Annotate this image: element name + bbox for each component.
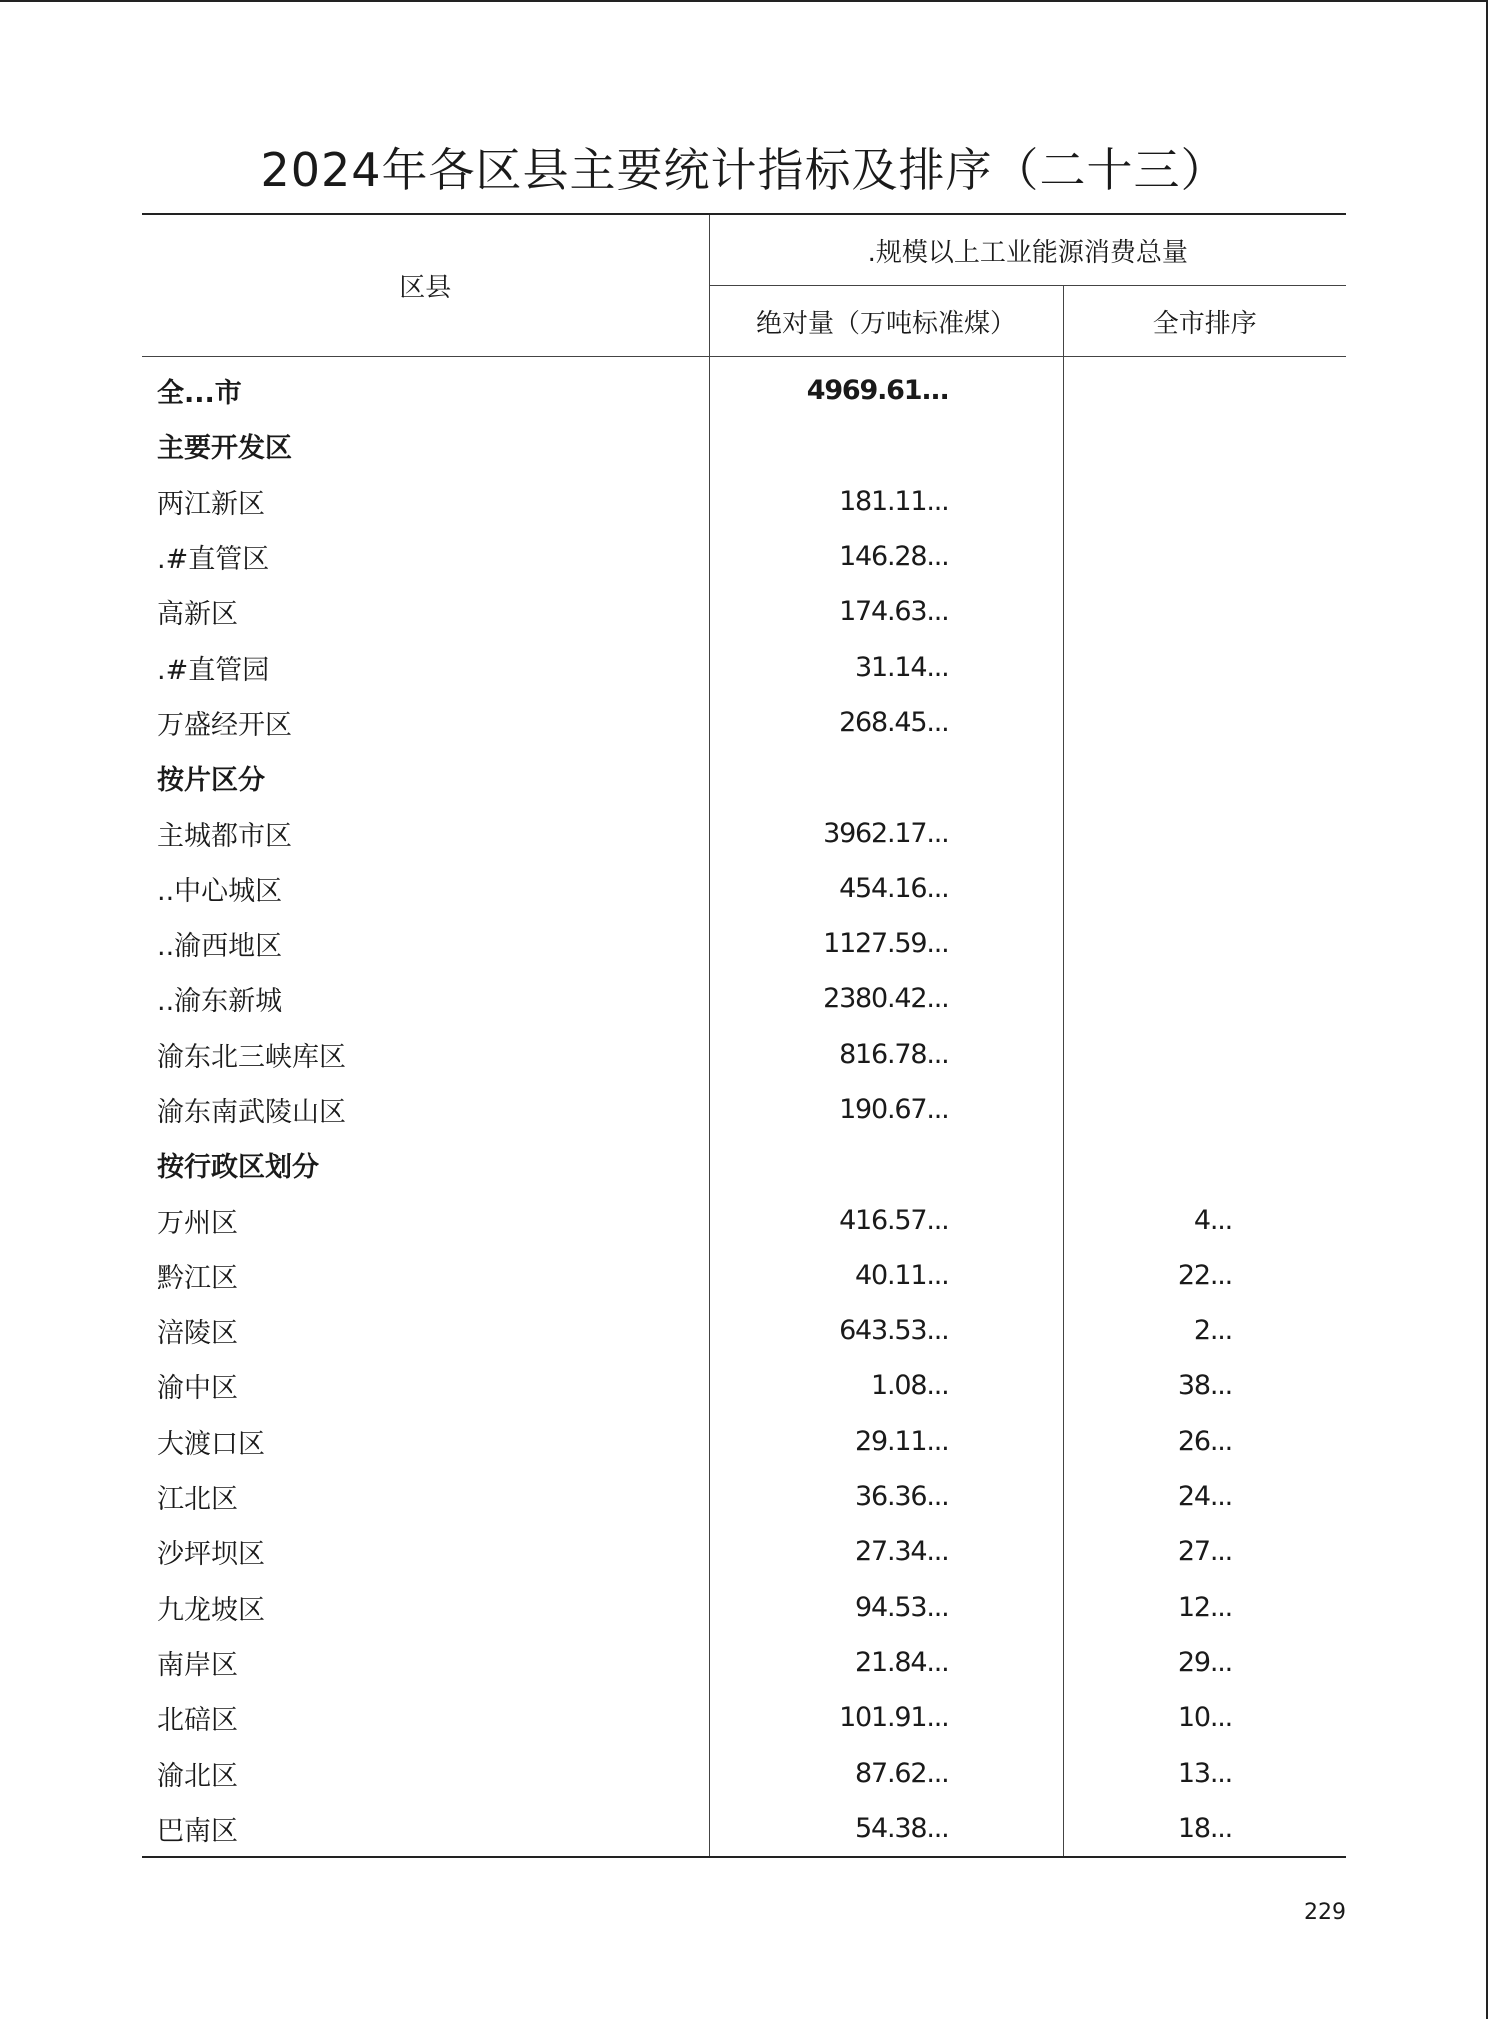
region-name-cell: 主要开发区 [142,418,709,473]
table-row [142,750,1346,805]
absolute-value-cell: 4969.61... [709,357,1063,419]
table-row [142,1524,1346,1579]
absolute-value-cell: 416.57... [709,1192,1063,1247]
table-header-row-1 [142,214,1346,286]
region-name-cell: 按片区分 [142,750,709,805]
absolute-value-cell: 27.34... [709,1524,1063,1579]
rank-cell: 27... [1177,1536,1233,1568]
table-body [142,357,1346,1858]
absolute-value-cell: 816.78... [709,1027,1063,1082]
page-number: 229 [1304,1900,1346,1925]
table-row [142,1580,1346,1635]
absolute-value-cell [709,1137,1063,1192]
rank-cell [1063,357,1346,419]
table-row [142,971,1346,1026]
absolute-value-cell: 3962.17... [709,805,1063,860]
rank-cell: 22... [1177,1259,1233,1291]
absolute-value-cell: 94.53... [709,1580,1063,1635]
region-name-cell: 九龙坡区 [142,1580,709,1635]
rank-cell [1063,529,1346,584]
table-row [142,805,1346,860]
table-row [142,529,1346,584]
absolute-value-cell: 101.91... [709,1690,1063,1745]
region-name-cell: 南岸区 [142,1635,709,1690]
absolute-value-cell: 1.08... [709,1358,1063,1413]
rank-cell: 38... [1177,1370,1233,1402]
region-name-cell: ..中心城区 [142,861,709,916]
absolute-value-cell: 174.63... [709,584,1063,639]
absolute-value-cell: 21.84... [709,1635,1063,1690]
rank-cell [1063,1027,1346,1082]
absolute-value-cell: 2380.42... [709,971,1063,1026]
rank-cell [1063,916,1346,971]
table-row [142,1082,1346,1137]
absolute-value-cell: 1127.59... [709,916,1063,971]
absolute-value-cell: 31.14... [709,639,1063,694]
absolute-value-cell: 40.11... [709,1248,1063,1303]
header-region: 区县 [142,214,709,357]
absolute-value-cell: 36.36... [709,1469,1063,1524]
page-title: 2024年各区县主要统计指标及排序（二十三） [260,143,1228,197]
region-name-cell: 万盛经开区 [142,695,709,750]
absolute-value-cell: 29.11... [709,1414,1063,1469]
absolute-value-cell [709,750,1063,805]
rank-cell: 4... [1193,1204,1233,1236]
rank-cell: 18... [1063,1801,1346,1857]
absolute-value-cell: 454.16... [709,861,1063,916]
rank-cell [1063,418,1346,473]
table-row [142,695,1346,750]
rank-cell [1063,750,1346,805]
rank-cell: 26... [1177,1425,1233,1457]
rank-cell [1063,971,1346,1026]
table-row [142,861,1346,916]
statistics-table-container [142,213,1346,1858]
region-name-cell: .#直管园 [142,639,709,694]
header-absolute-amount: 绝对量（万吨标准煤） [709,286,1063,357]
region-name-cell: 按行政区划分 [142,1137,709,1192]
absolute-value-cell [709,418,1063,473]
region-name-cell: 全...市 [142,357,709,419]
table-row [142,1414,1346,1469]
header-city-rank: 全市排序 [1063,286,1346,357]
region-name-cell: 渝中区 [142,1358,709,1413]
rank-cell: 24... [1177,1481,1233,1513]
rank-cell [1063,805,1346,860]
region-name-cell: 北碚区 [142,1690,709,1745]
table-row [142,1358,1346,1413]
region-name-cell: 渝东北三峡库区 [142,1027,709,1082]
table-row [142,1635,1346,1690]
absolute-value-cell: 87.62... [709,1745,1063,1800]
region-name-cell: 万州区 [142,1192,709,1247]
table-row [142,1027,1346,1082]
table-row [142,1248,1346,1303]
table-row [142,1469,1346,1524]
rank-cell [1063,695,1346,750]
table-row [142,357,1346,419]
header-energy-consumption-group: .规模以上工业能源消费总量 [709,214,1346,286]
rank-cell: 12... [1177,1591,1233,1623]
region-name-cell: .#直管区 [142,529,709,584]
region-name-cell: 主城都市区 [142,805,709,860]
rank-cell [1063,584,1346,639]
region-name-cell: 沙坪坝区 [142,1524,709,1579]
absolute-value-cell: 268.45... [709,695,1063,750]
rank-cell: 2... [1193,1315,1233,1347]
absolute-value-cell: 54.38... [709,1801,1063,1857]
absolute-value-cell: 146.28... [709,529,1063,584]
rank-cell [1063,1082,1346,1137]
table-row [142,584,1346,639]
region-name-cell: 涪陵区 [142,1303,709,1358]
rank-cell: 13... [1177,1757,1233,1789]
region-name-cell: 渝东南武陵山区 [142,1082,709,1137]
absolute-value-cell: 181.11... [709,474,1063,529]
region-name-cell: 高新区 [142,584,709,639]
region-name-cell: 黔江区 [142,1248,709,1303]
region-name-cell: 江北区 [142,1469,709,1524]
rank-cell [1063,639,1346,694]
statistics-table [142,213,1346,1858]
table-row [142,1690,1346,1745]
region-name-cell: ..渝西地区 [142,916,709,971]
table-row [142,474,1346,529]
absolute-value-cell: 190.67... [709,1082,1063,1137]
table-row [142,1192,1346,1247]
absolute-value-cell: 643.53... [709,1303,1063,1358]
rank-cell: 10... [1177,1702,1233,1734]
table-row [142,1137,1346,1192]
rank-cell [1063,1137,1346,1192]
rank-cell: 29... [1177,1646,1233,1678]
rank-cell [1063,474,1346,529]
rank-cell [1063,861,1346,916]
table-row [142,418,1346,473]
region-name-cell: 两江新区 [142,474,709,529]
table-row [142,1745,1346,1800]
region-name-cell: ..渝东新城 [142,971,709,1026]
page-top-border [0,0,1488,2]
table-row [142,916,1346,971]
region-name-cell: 大渡口区 [142,1414,709,1469]
table-row [142,1801,1346,1857]
table-row [142,639,1346,694]
region-name-cell: 渝北区 [142,1745,709,1800]
region-name-cell: 巴南区 [142,1801,709,1857]
table-row [142,1303,1346,1358]
